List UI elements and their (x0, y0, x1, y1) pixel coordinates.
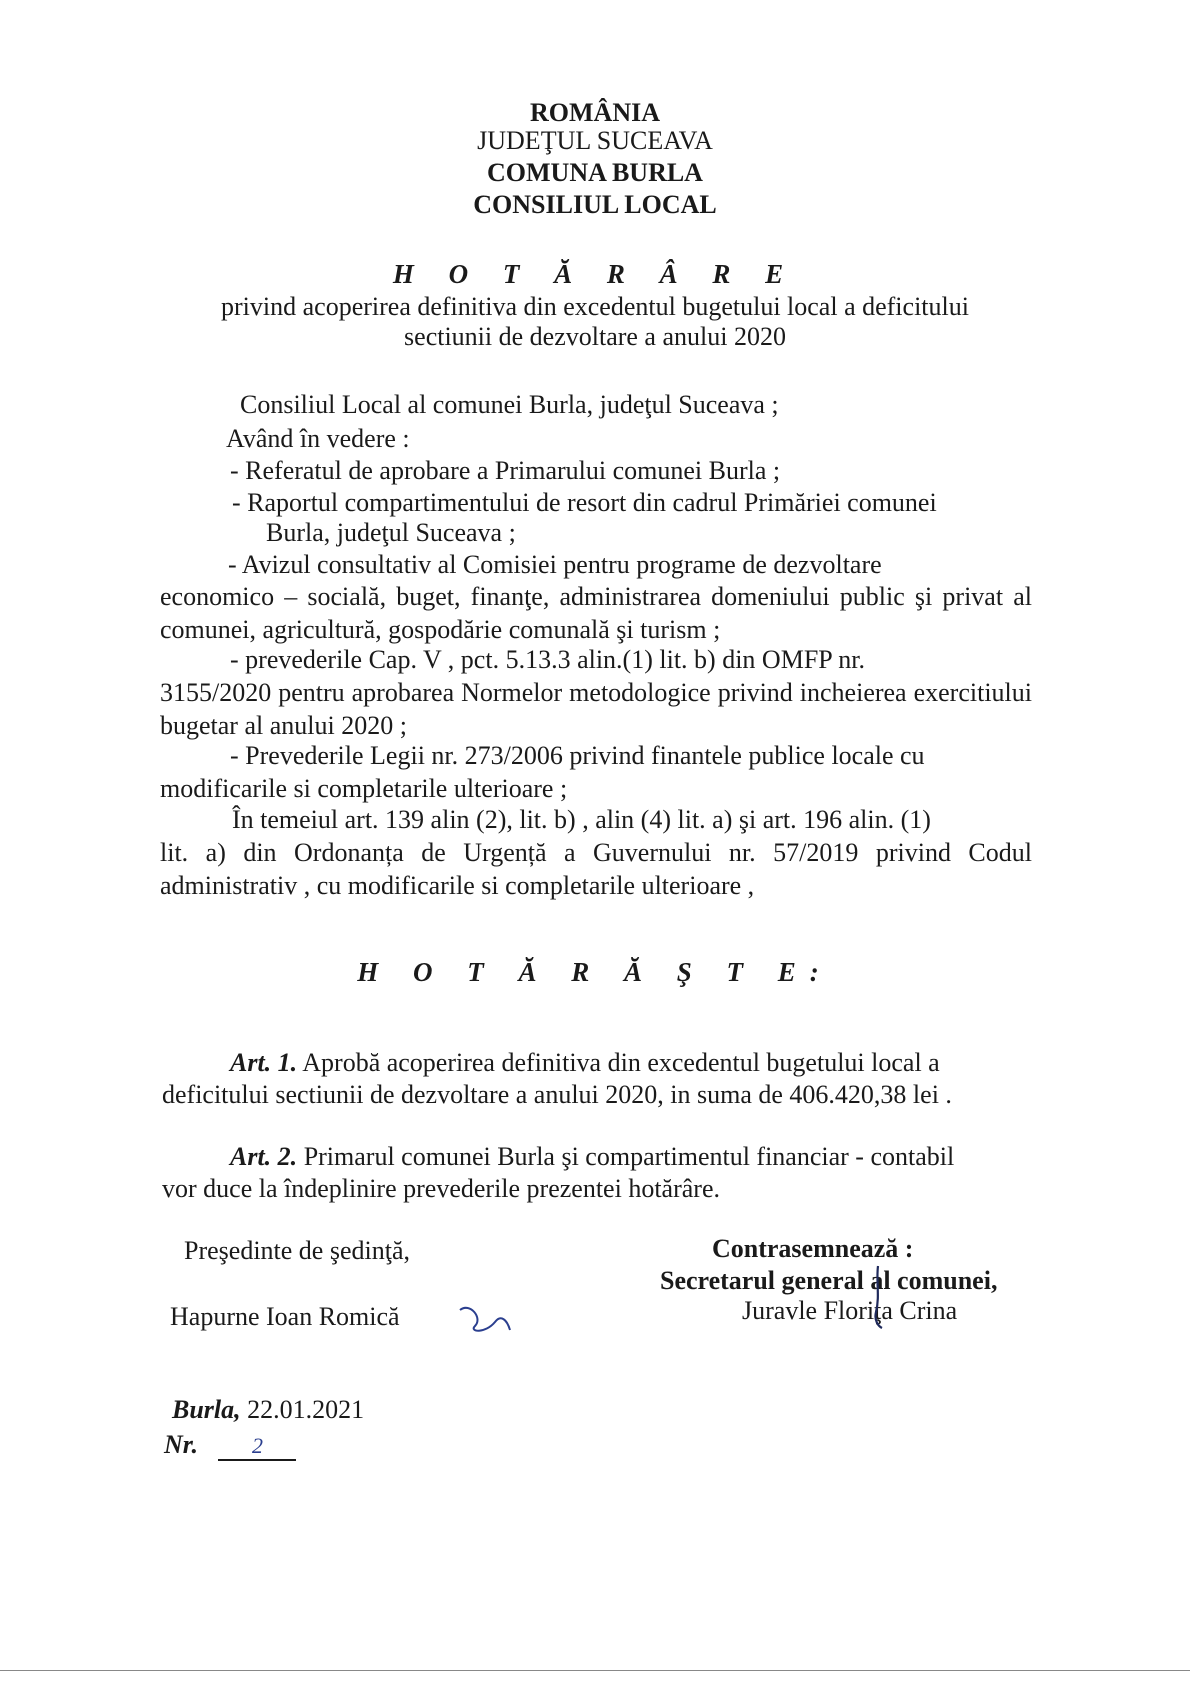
countersign-title: Contrasemnează : (712, 1234, 914, 1263)
footer-place: Burla, (172, 1395, 241, 1424)
preamble-item-lege-rest: modificarile si completarile ulterioare ; (160, 774, 568, 803)
footer-nr-label: Nr. (164, 1430, 198, 1459)
article-2-text: Primarul comunei Burla şi compartimentul financiar - contabil (297, 1142, 955, 1171)
footer-nr-value: 2 (218, 1433, 296, 1461)
president-signature-mark (455, 1300, 515, 1340)
article-1-line1 (230, 1048, 940, 1078)
subject-line-1: privind acoperirea definitiva din excedentul bugetului local a deficitului (221, 292, 969, 321)
council-intro: Consiliul Local al comunei Burla, judeţul Suceava ; (240, 390, 779, 419)
considering-label: Având în vedere : (226, 424, 410, 453)
secretary-title: Secretarul general al comunei, (660, 1266, 998, 1295)
preamble-item-referat: - Referatul de aprobare a Primarului comunei Burla ; (230, 456, 781, 485)
article-1-line2: deficitului sectiunii de dezvoltare a anului 2020, in suma de 406.420,38 lei . (162, 1080, 952, 1109)
footer-nr-line (164, 1430, 296, 1461)
president-title: Preşedinte de şedinţă, (184, 1236, 410, 1265)
bottom-scan-edge (0, 1670, 1190, 1671)
article-1-text: Aprobă acoperirea definitiva din excedentul bugetului local a (297, 1048, 940, 1077)
council-heading: CONSILIUL LOCAL (473, 190, 717, 219)
decides-heading: H O T Ă R Ă Ş T E: (357, 957, 833, 987)
preamble-item-raport-line1: - Raportul compartimentului de resort din cadrul Primăriei comunei (232, 488, 937, 517)
article-2-label: Art. 2. (230, 1142, 298, 1171)
county-heading: JUDEŢUL SUCEAVA (477, 126, 713, 155)
preamble-item-raport-line2: Burla, judeţul Suceava ; (266, 518, 516, 547)
country-heading: ROMÂNIA (530, 98, 660, 127)
decision-title: H O T Ă R Â R E (392, 259, 798, 289)
subject-line-2: sectiunii de dezvoltare a anului 2020 (404, 322, 786, 351)
preamble-item-lege-line1: - Prevederile Legii nr. 273/2006 privind finantele publice locale cu (230, 741, 925, 770)
legal-basis-rest: lit. a) din Ordonanța de Urgență a Guvernului nr. 57/2019 privind Codul administrativ , cu modificarile si completarile ulterioare , (160, 838, 1032, 900)
commune-heading: COMUNA BURLA (487, 158, 703, 187)
footer-date-line (172, 1395, 364, 1425)
preamble-item-aviz-line1: - Avizul consultativ al Comisiei pentru programe de dezvoltare (228, 550, 882, 579)
footer-date: 22.01.2021 (247, 1395, 365, 1424)
preamble-item-aviz-rest: economico – socială, buget, finanţe, administrarea domeniului public şi privat al comunei, agricultură, gospodărie comunală şi turism ; (160, 582, 1032, 644)
secretary-name: Juravle Floriţa Crina (742, 1296, 958, 1325)
article-1-label: Art. 1. (230, 1048, 298, 1077)
article-2-line2: vor duce la îndeplinire prevederile prezentei hotărâre. (162, 1174, 720, 1203)
article-2-line1 (230, 1142, 954, 1172)
preamble-item-omfp-line1: - prevederile Cap. V , pct. 5.13.3 alin.(1) lit. b) din OMFP nr. (230, 645, 865, 674)
president-name: Hapurne Ioan Romică (170, 1302, 400, 1331)
preamble-item-omfp-rest: 3155/2020 pentru aprobarea Normelor metodologice privind incheierea exercitiului bugetar al anului 2020 ; (160, 678, 1032, 740)
legal-basis-line1: În temeiul art. 139 alin (2), lit. b) , alin (4) lit. a) şi art. 196 alin. (1) (232, 805, 931, 834)
secretary-signature-mark (862, 1262, 892, 1332)
